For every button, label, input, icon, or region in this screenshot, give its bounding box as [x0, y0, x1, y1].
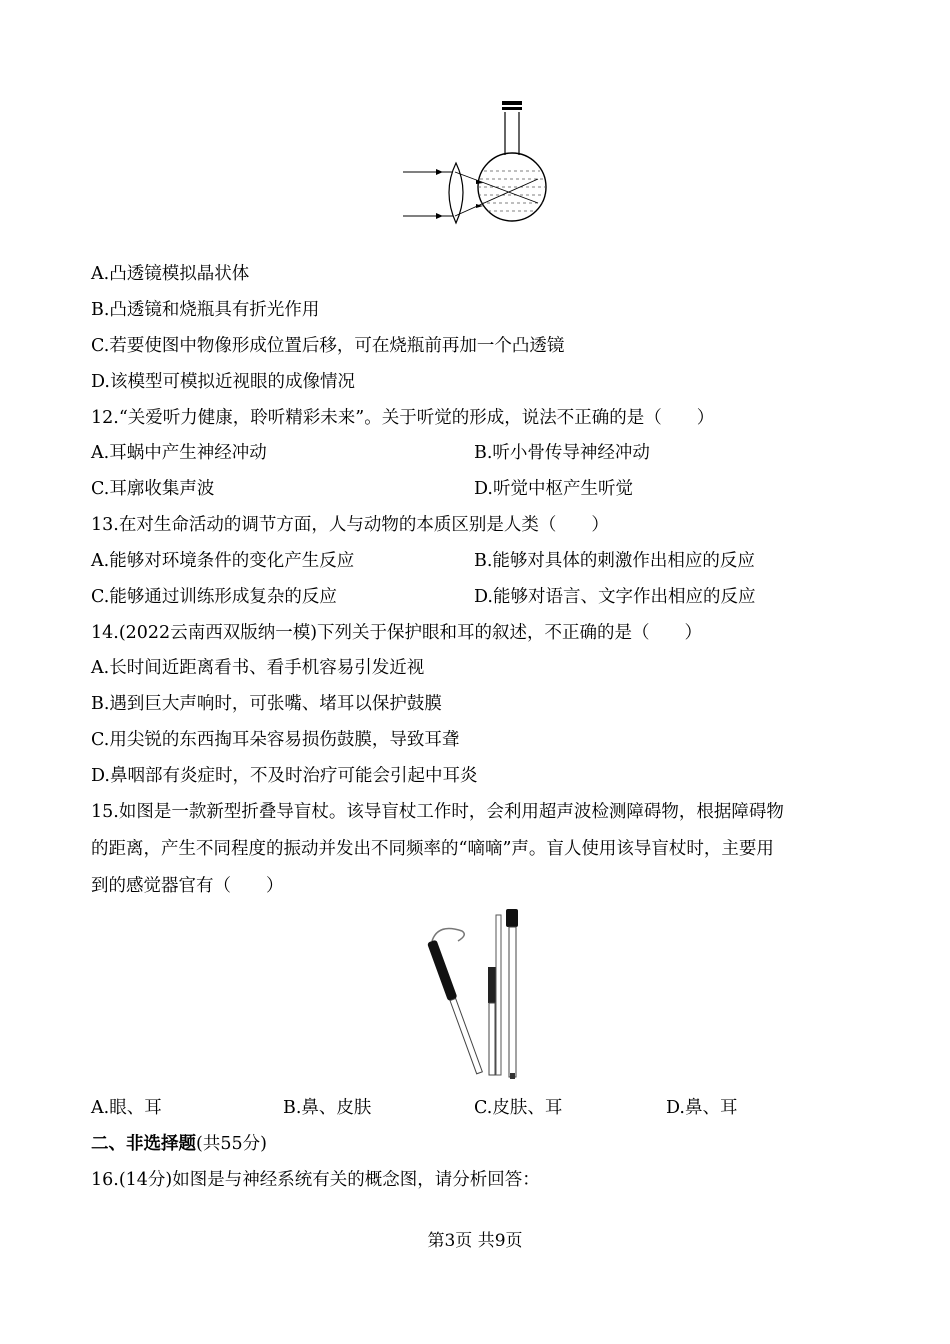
blind-cane-figure: [418, 905, 538, 1085]
q12-option-a: A.耳蜗中产生神经冲动: [91, 443, 267, 463]
q14-option-a: A.长时间近距离看书、看手机容易引发近视: [91, 658, 425, 678]
q11-option-d: D.该模型可模拟近视眼的成像情况: [91, 372, 355, 392]
q13-option-a: A.能够对环境条件的变化产生反应: [91, 551, 355, 571]
q14-option-c: C.用尖锐的东西掏耳朵容易损伤鼓膜，导致耳聋: [91, 730, 460, 750]
q14-option-d: D.鼻咽部有炎症时，不及时治疗可能会引起中耳炎: [91, 766, 478, 786]
q15-stem-line-3: 到的感觉器官有（ ）: [91, 876, 284, 896]
q11-option-a: A.凸透镜模拟晶状体: [91, 264, 250, 284]
q12-option-b: B.听小骨传导神经冲动: [474, 443, 650, 463]
q15-stem-line-2: 的距离，产生不同程度的振动并发出不同频率的“嘀嘀”声。盲人使用该导盲杖时，主要用: [91, 839, 774, 859]
q13-option-c: C.能够通过训练形成复杂的反应: [91, 587, 337, 607]
q14-stem: 14.(2022云南西双版纳一模)下列关于保护眼和耳的叙述，不正确的是（ ）: [91, 623, 703, 643]
page-footer: 第3页 共9页: [427, 1231, 523, 1251]
q15-option-c: C.皮肤、耳: [474, 1098, 563, 1118]
section-2-score: (共55分): [196, 1134, 267, 1154]
q16-stem: 16.(14分)如图是与神经系统有关的概念图，请分析回答：: [91, 1170, 540, 1190]
section-2-title: 二、非选择题: [91, 1134, 196, 1154]
q15-option-d: D.鼻、耳: [666, 1098, 738, 1118]
q13-option-b: B.能够对具体的刺激作出相应的反应: [474, 551, 755, 571]
section-2-heading: [91, 1132, 267, 1156]
q15-stem-line-1: 15.如图是一款新型折叠导盲杖。该导盲杖工作时，会利用超声波检测障碍物，根据障碍物: [91, 802, 784, 822]
q13-stem: 13.在对生命活动的调节方面，人与动物的本质区别是人类（ ）: [91, 515, 609, 535]
q13-option-d: D.能够对语言、文字作出相应的反应: [474, 587, 756, 607]
q15-option-a: A.眼、耳: [91, 1098, 162, 1118]
q12-stem: 12.“关爱听力健康，聆听精彩未来”。关于听觉的形成，说法不正确的是（ ）: [91, 408, 715, 428]
q12-option-c: C.耳廓收集声波: [91, 479, 215, 499]
q12-option-d: D.听觉中枢产生听觉: [474, 479, 633, 499]
q14-option-b: B.遇到巨大声响时，可张嘴、堵耳以保护鼓膜: [91, 694, 442, 714]
eye-model-figure: [398, 95, 558, 230]
q15-option-b: B.鼻、皮肤: [283, 1098, 372, 1118]
q11-option-c: C.若要使图中物像形成位置后移，可在烧瓶前再加一个凸透镜: [91, 336, 565, 356]
q11-option-b: B.凸透镜和烧瓶具有折光作用: [91, 300, 320, 320]
